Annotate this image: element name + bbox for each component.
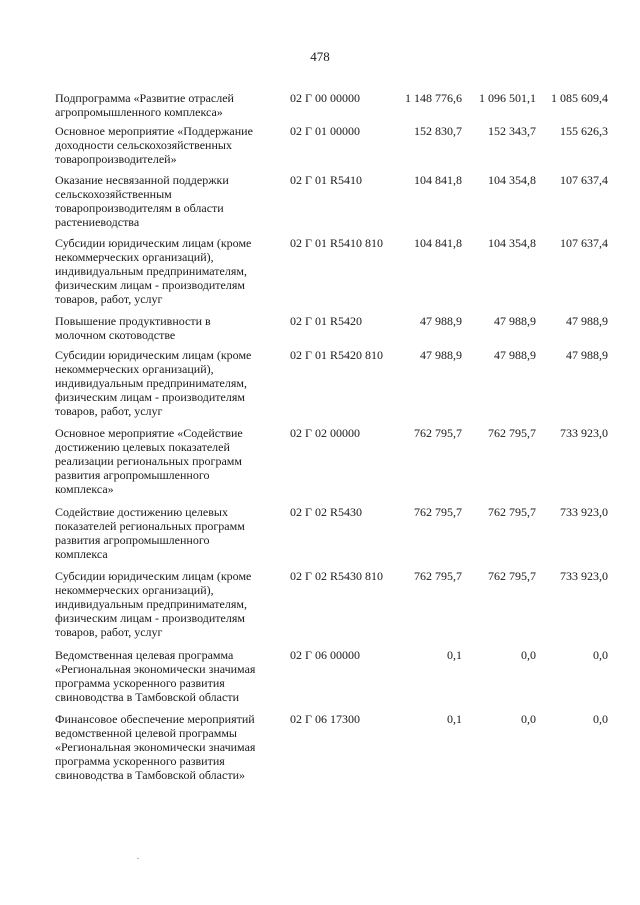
row-value-3: 47 988,9: [566, 314, 608, 328]
row-value-3: 733 923,0: [560, 569, 608, 583]
row-name: Повышение продуктивности в молочном скотоводстве: [55, 314, 211, 342]
row-name: Основное мероприятие «Содействие достижению целевых показателей реализации региональных программ развития агропромышленного комплекса»: [55, 426, 243, 496]
row-code: 02 Г 01 R5420 810: [290, 348, 383, 362]
row-name: Ведомственная целевая программа «Региональная экономически значимая программа ускоренного развития свиноводства в Тамбовской области: [55, 648, 256, 704]
row-value-1: 47 988,9: [420, 348, 462, 362]
row-code: 02 Г 02 R5430 810: [290, 569, 383, 583]
row-value-1: 47 988,9: [420, 314, 462, 328]
row-value-3: 0,0: [593, 648, 608, 662]
row-name: Субсидии юридическим лицам (кроме некоммерческих организаций), индивидуальным предпринимателям, физическим лицам - производителям товаров, работ, услуг: [55, 569, 252, 639]
row-name: Финансовое обеспечение мероприятий ведомственной целевой программы «Региональная экономически значимая программа ускоренного развития свиноводства в Тамбовской области»: [55, 712, 256, 782]
row-value-2: 104 354,8: [488, 173, 536, 187]
row-value-2: 762 795,7: [488, 426, 536, 440]
row-name: Субсидии юридическим лицам (кроме некоммерческих организаций), индивидуальным предпринимателям, физическим лицам - производителям товаров, работ, услуг: [55, 348, 252, 418]
row-code: 02 Г 02 00000: [290, 426, 360, 440]
row-value-1: 104 841,8: [414, 236, 462, 250]
row-value-2: 1 096 501,1: [479, 91, 536, 105]
row-value-3: 0,0: [593, 712, 608, 726]
page-number: 478: [310, 49, 330, 64]
row-value-1: 104 841,8: [414, 173, 462, 187]
row-value-1: 152 830,7: [414, 124, 462, 138]
row-value-2: 47 988,9: [494, 348, 536, 362]
row-name: Содействие достижению целевых показателей региональных программ развития агропромышленного комплекса: [55, 505, 245, 561]
row-value-3: 47 988,9: [566, 348, 608, 362]
row-code: 02 Г 01 R5410: [290, 173, 362, 187]
row-code: 02 Г 06 00000: [290, 648, 360, 662]
row-value-1: 762 795,7: [414, 569, 462, 583]
scan-speck: [137, 858, 139, 859]
row-value-1: 762 795,7: [414, 505, 462, 519]
row-value-2: 0,0: [521, 648, 536, 662]
row-value-1: 1 148 776,6: [405, 91, 462, 105]
row-value-1: 762 795,7: [414, 426, 462, 440]
row-value-3: 1 085 609,4: [551, 91, 608, 105]
row-value-3: 733 923,0: [560, 505, 608, 519]
row-code: 02 Г 01 R5410 810: [290, 236, 383, 250]
row-code: 02 Г 06 17300: [290, 712, 360, 726]
row-name: Субсидии юридическим лицам (кроме некоммерческих организаций), индивидуальным предпринимателям, физическим лицам - производителям товаров, работ, услуг: [55, 236, 252, 306]
row-value-2: 47 988,9: [494, 314, 536, 328]
row-name: Основное мероприятие «Поддержание доходности сельскохозяйственных товаропроизводителей»: [55, 124, 253, 166]
row-value-3: 155 626,3: [560, 124, 608, 138]
row-code: 02 Г 01 00000: [290, 124, 360, 138]
row-code: 02 Г 01 R5420: [290, 314, 362, 328]
row-value-3: 107 637,4: [560, 173, 608, 187]
row-value-2: 104 354,8: [488, 236, 536, 250]
row-name: Оказание несвязанной поддержки сельскохозяйственным товаропроизводителям в области растениеводства: [55, 173, 229, 229]
row-value-3: 733 923,0: [560, 426, 608, 440]
row-value-2: 152 343,7: [488, 124, 536, 138]
row-value-2: 0,0: [521, 712, 536, 726]
row-name: Подпрограмма «Развитие отраслей агропромышленного комплекса»: [55, 91, 234, 119]
row-value-1: 0,1: [447, 648, 462, 662]
row-value-3: 107 637,4: [560, 236, 608, 250]
row-value-1: 0,1: [447, 712, 462, 726]
row-code: 02 Г 00 00000: [290, 91, 360, 105]
row-value-2: 762 795,7: [488, 569, 536, 583]
row-code: 02 Г 02 R5430: [290, 505, 362, 519]
row-value-2: 762 795,7: [488, 505, 536, 519]
